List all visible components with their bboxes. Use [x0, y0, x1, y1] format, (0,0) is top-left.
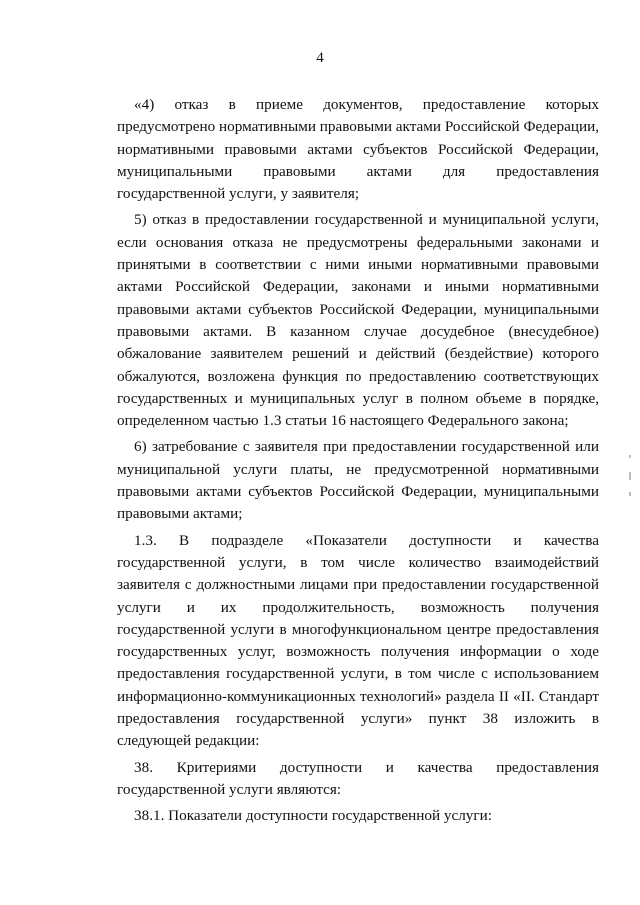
paragraph-item-6: 6) затребование с заявителя при предоставлении государственной или муниципальной услуги платы, не предусмотренной нормативными правовыми актами субъектов Российской Федерации, муниципальными правовыми актами; [117, 438, 599, 523]
scan-edge-mark [629, 455, 631, 458]
paragraph-38-1: 38.1. Показатели доступности государственной услуги: [134, 807, 492, 825]
paragraph-38: 38. Критериями доступности и качества предоставления государственной услуги являются: [117, 758, 599, 798]
paragraph-item-4: «4) отказ в приеме документов, предоставление которых предусмотрено нормативными правовыми актами Российской Федерации, нормативными правовыми актами субъектов Российской Федерации, муниципальными правовыми актами для предоставления государственной услуги, у заявителя; [117, 96, 599, 203]
scan-edge-mark [629, 472, 631, 480]
paragraph-item-5: 5) отказ в предоставлении государственной и муниципальной услуги, если основания отказа не предусмотрены федеральными законами и принятыми в соответствии с ними иными нормативными правовыми актами Российской Федерации, законами и иными нормативными правовыми актами субъектов Российской Федерации, муниципальными правовыми актами. В казанном случае досудебное (внесудебное) обжалование заявителем решений и действий (бездействие) которого обжалуются, возложена функция по предоставлению соответствующих государственных и муниципальных услуг в полном объеме в порядке, определенном частью 1.3 статьи 16 настоящего Федерального закона; [117, 211, 599, 430]
document-body [117, 94, 599, 828]
scan-edge-mark [629, 492, 631, 496]
paragraph-1-3: 1.3. В подразделе «Показатели доступности и качества государственной услуги, в том числе количество взаимодействий заявителя с должностными лицами при предоставлении государственной услуги и их продолжительность, возможность получения государственной услуги в многофункциональном центре предоставления государственных услуг, возможность получения информации о ходе предоставления государственной услуги, в том числе с использованием информационно-коммуникационных технологий» раздела II «II. Стандарт предоставления государственной услуги» пункт 38 изложить в следующей редакции: [117, 531, 599, 750]
page-number: 4 [316, 50, 324, 66]
